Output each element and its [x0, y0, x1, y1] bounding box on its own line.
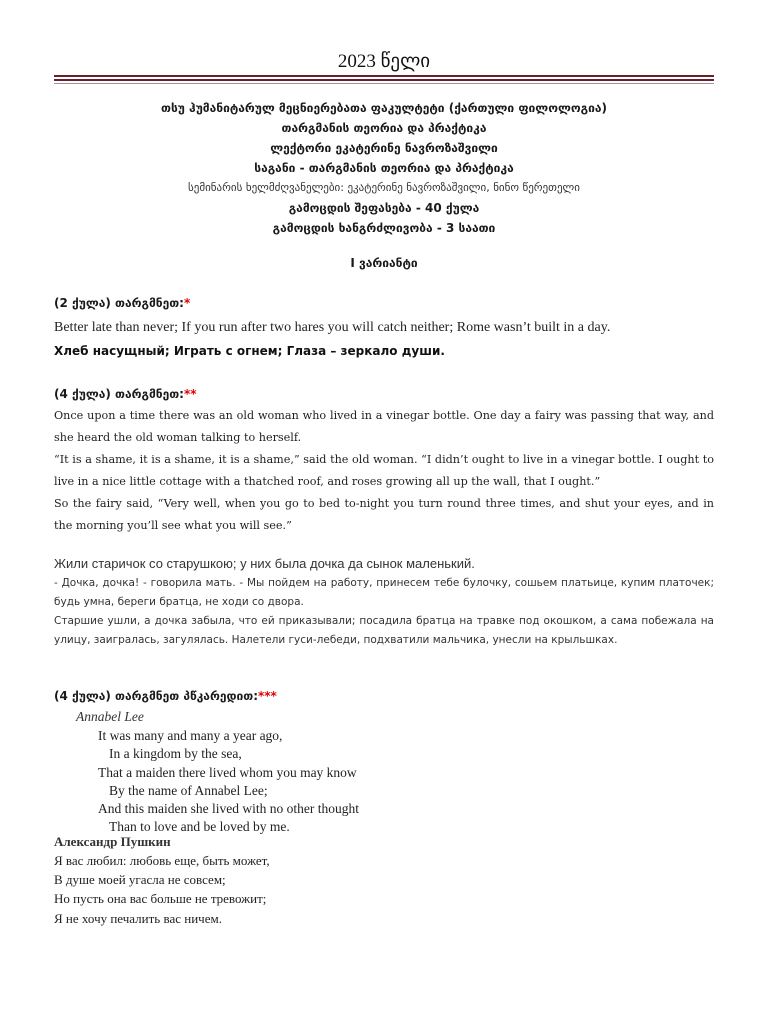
task2-russian-text [54, 574, 714, 650]
header-rule-bottom [54, 83, 714, 84]
task3-heading [54, 689, 277, 703]
task2-heading [54, 387, 197, 401]
variant-title: I ვარიანტი [350, 256, 418, 270]
poem-line: And this maiden she lived with no other thought [98, 801, 359, 817]
pushkin-line: Я вас любил: любовь еще, быть может, [54, 853, 270, 868]
header-rule-middle [54, 79, 714, 81]
task2-heading-text: (4 ქულა) თარგმნეთ: [54, 387, 184, 401]
score-line: გამოცდის შეფასება - 40 ქულა [288, 201, 480, 215]
poem-line: It was many and many a year ago, [98, 728, 283, 743]
task1-english: Better late than never; If you run after two hares you will catch neither; Rome wasn’t built in a day. [54, 320, 611, 335]
header-rule-top [54, 75, 714, 77]
task3-heading-text: (4 ქულა) თარგმნეთ პწკარედით: [54, 689, 258, 703]
duration-line: გამოცდის ხანგრძლივობა - 3 საათი [272, 221, 496, 235]
subject-line: საგანი - თარგმანის თეორია და პრაქტიკა [254, 161, 514, 175]
seminar-line: სემინარის ხელმძღვანელები: ეკატერინე ნავროზაშვილი, ნინო წერეთელი [188, 181, 580, 194]
task2-english-paragraph: “It is a shame, it is a shame, it is a shame,” said the old woman. “I didn’t ought to live in a vinegar bottle. I ought to live in a nice little cottage with a thatched roof, and roses growing all up the wall, that I ought.” [54, 453, 714, 488]
poem-line: Than to love and be loved by me. [109, 819, 290, 835]
poem-lines [98, 727, 359, 837]
course-line: თარგმანის თეორია და პრაქტიკა [281, 121, 487, 135]
task2-russian-paragraph: - Дочка, дочка! - говорила мать. - Мы пойдем на работу, принесем тебе булочку, сошьем платьице, купим платочек; будь умна, береги братца, не ходи со двора. [54, 577, 714, 608]
task2-russian-first: Жили старичок со старушкою; у них была дочка да сынок маленький. [54, 556, 475, 571]
poem-title: Annabel Lee [76, 709, 144, 724]
lecturer-line: ლექტორი ეკატერინე ნავროზაშვილი [270, 141, 498, 155]
exam-header [0, 98, 768, 238]
pushkin-poem [54, 851, 270, 928]
pushkin-line: В душе моей угасла не совсем; [54, 872, 226, 888]
task1-stars: * [183, 296, 191, 310]
task2-russian-paragraph: Старшие ушли, а дочка забыла, что ей приказывали; посадила братца на травке под окошком, а сама побежала на улицу, заигралась, загулялась. Налетели гуси-лебеди, подхватили мальчика, унесли на крыльшках. [54, 615, 714, 646]
pushkin-line: Я не хочу печалить вас ничем. [54, 910, 222, 926]
faculty-line: თსუ ჰუმანიტარულ მეცნიერებათა ფაკულტეტი (ქართული ფილოლოგია) [161, 101, 607, 115]
task1-russian: Хлеб насущный; Играть с огнем; Глаза – зеркало души. [54, 344, 445, 358]
pushkin-author: Александр Пушкин [54, 834, 171, 849]
year-title: 2023 წელი [337, 51, 431, 72]
task3-stars: *** [258, 689, 277, 703]
task2-stars: ** [183, 387, 197, 401]
task2-english-paragraph: So the fairy said, “Very well, when you go to bed to-night you turn round three times, and shut your eyes, and in the morning you’ll see what you will see.” [54, 497, 714, 532]
poem-line: In a kingdom by the sea, [109, 746, 242, 762]
pushkin-line: Но пусть она вас больше не тревожит; [54, 891, 267, 907]
poem-line: By the name of Annabel Lee; [109, 782, 268, 798]
poem-line: That a maiden there lived whom you may know [98, 764, 357, 780]
task1-heading-text: (2 ქულა) თარგმნეთ: [54, 296, 184, 310]
task2-english-text [54, 405, 714, 537]
task2-english-paragraph: Once upon a time there was an old woman who lived in a vinegar bottle. One day a fairy was passing that way, and she heard the old woman talking to herself. [54, 409, 714, 444]
task1-heading [54, 296, 190, 310]
